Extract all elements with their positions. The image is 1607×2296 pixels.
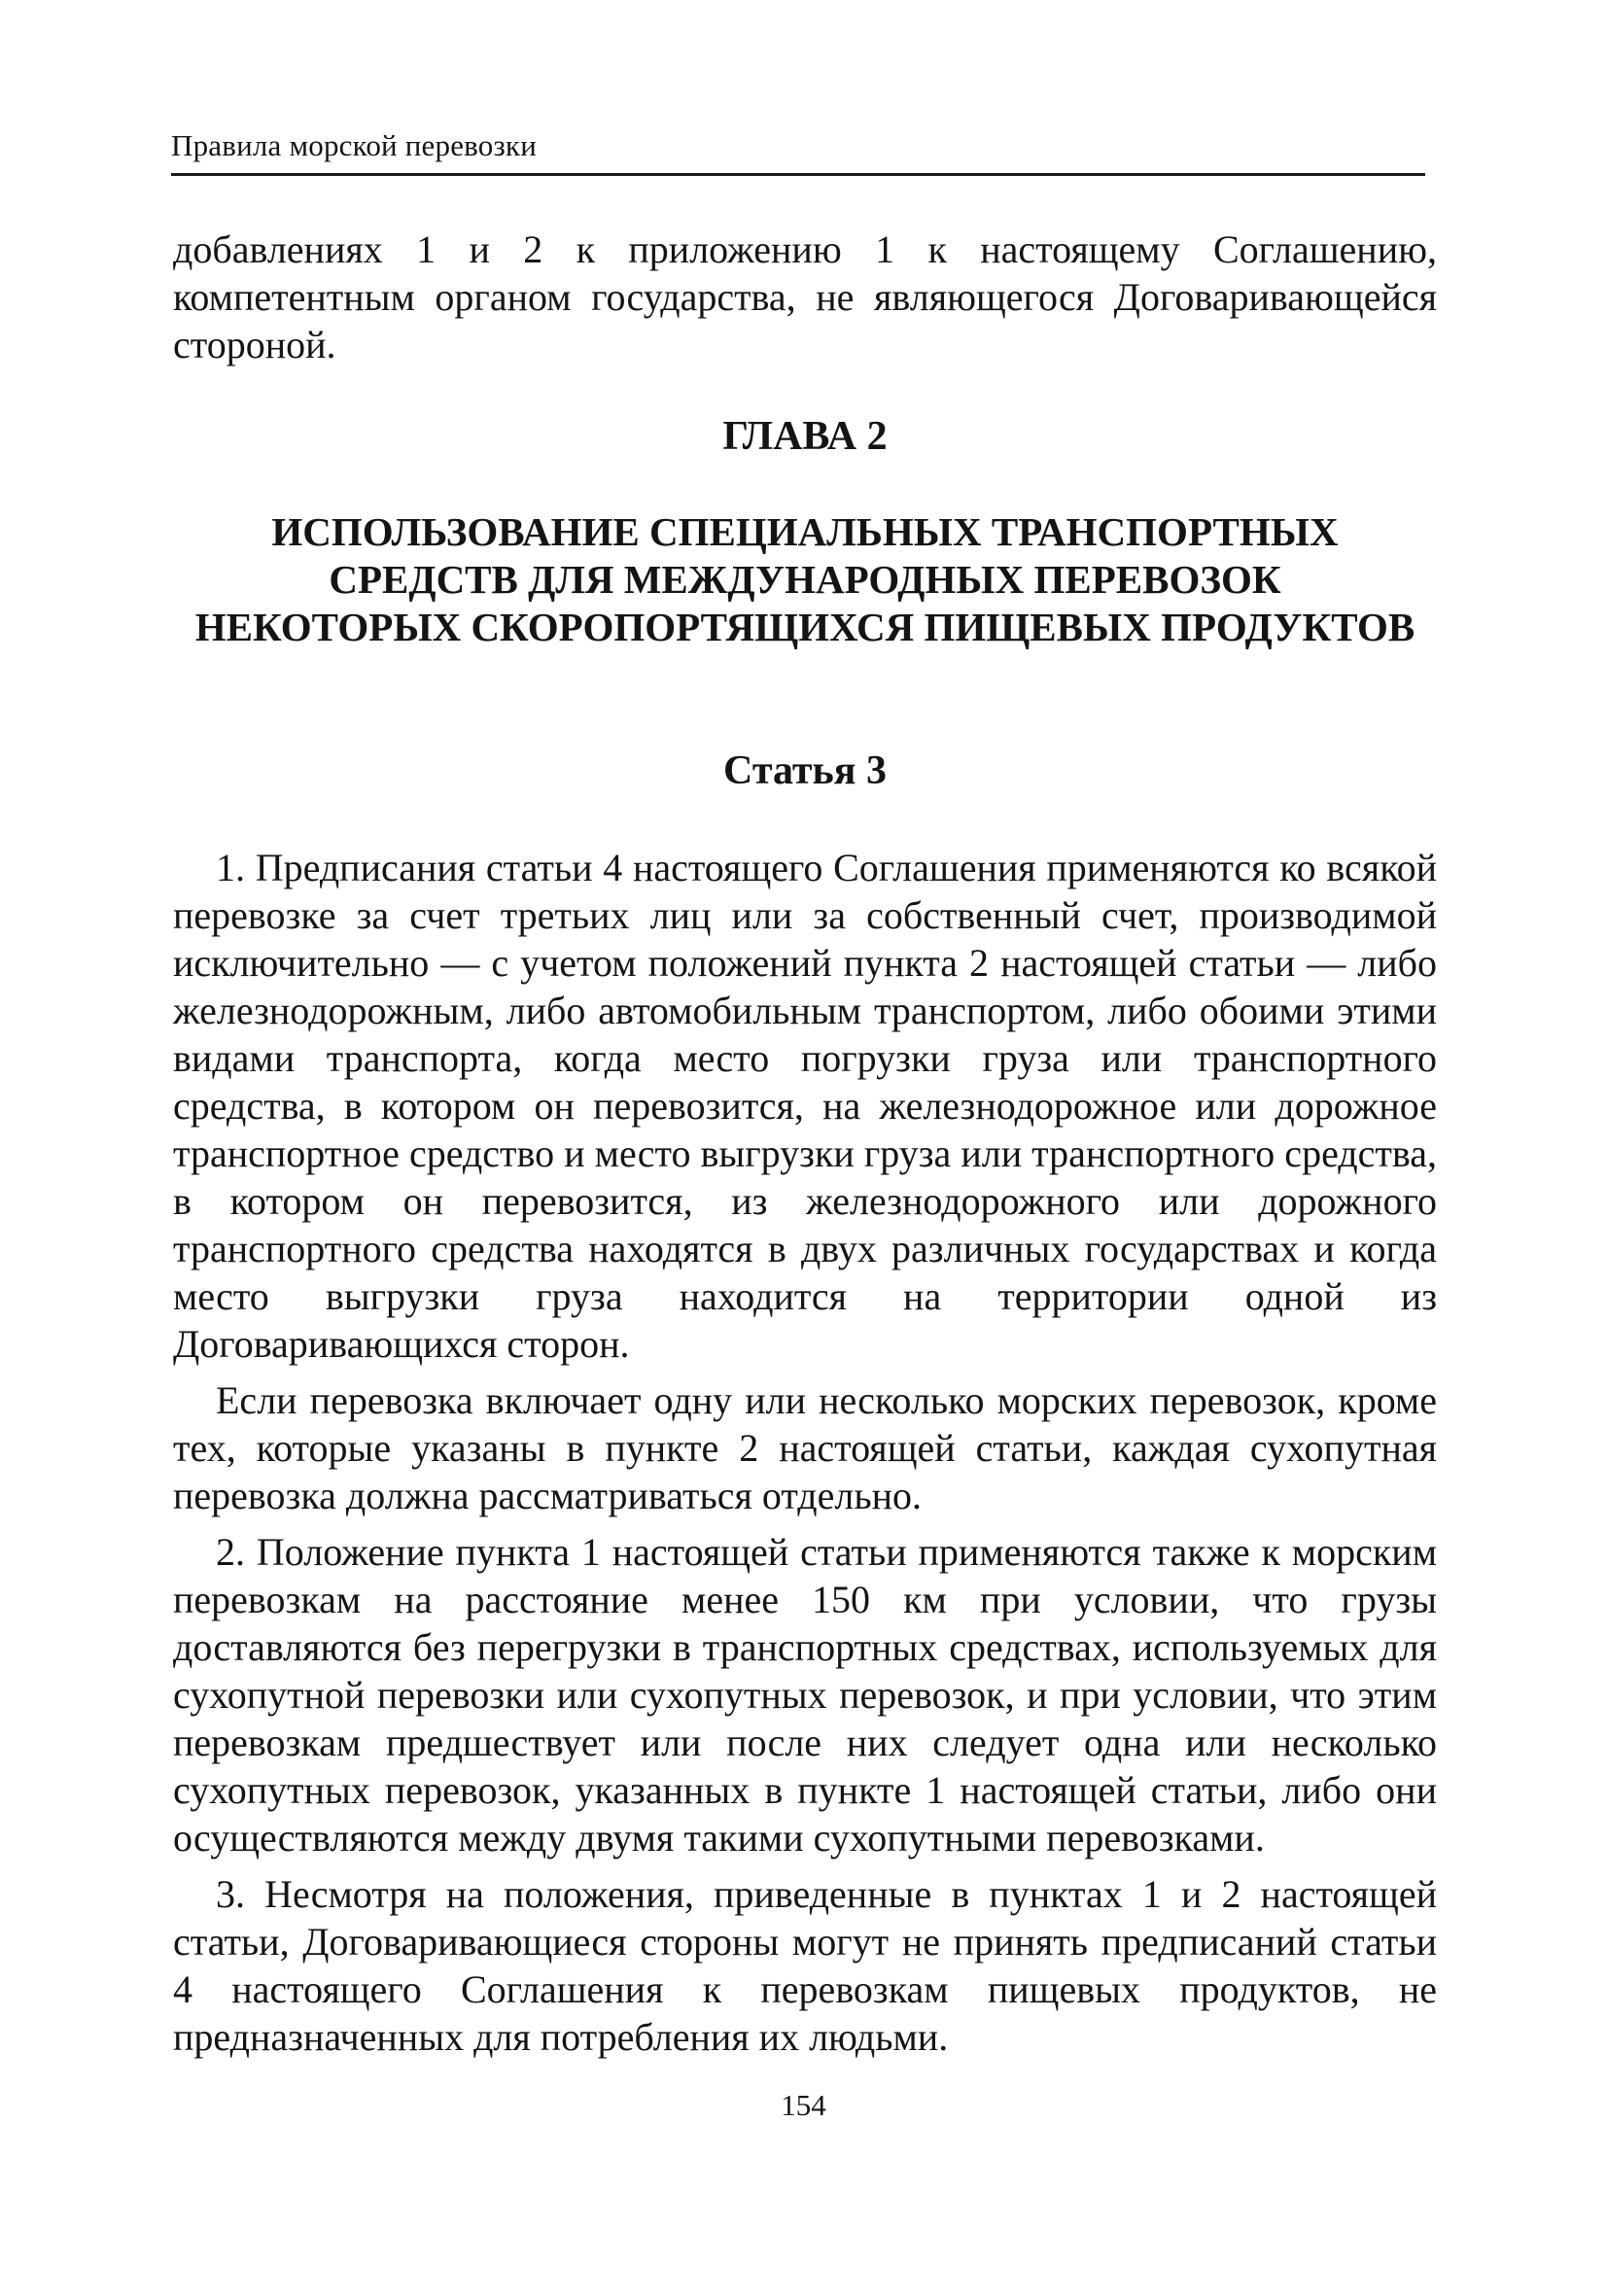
running-header	[171, 124, 1425, 176]
running-header-title: Правила морской перевозки	[171, 128, 537, 162]
article-heading: Статья 3	[723, 748, 887, 793]
intro-paragraph: добавлениях 1 и 2 к приложению 1 к настоящему Соглашению, компетентным органом государства, не являющегося Договаривающейся стороной.	[173, 227, 1437, 366]
page-number: 154	[781, 2088, 826, 2122]
article-paragraph-1: 1. Предписания статьи 4 настоящего Соглашения применяются ко всякой перевозке за счет третьих лиц или за собственный счет, производимой исключительно — с учетом положений пункта 2 настоящей статьи — либо железнодорожным, либо автомобильным транспортом, либо обоими этими видами транспорта, когда место погрузки груза или транспортного средства, в котором он перевозится, на железнодорожное или дорожное транспортное средство и место выгрузки груза или транспортного средства, в котором он перевозится, из железнодорожного или дорожного транспортного средства находятся в двух различных государствах и когда место выгрузки груза находится на территории одной из Договаривающихся сторон.	[173, 846, 1437, 1366]
chapter-number: ГЛАВА 2	[722, 414, 888, 459]
article-paragraph-2: Если перевозка включает одну или несколько морских перевозок, кроме тех, которые указаны в пункте 2 настоящей статьи, каждая сухопутная перевозка должна рассматриваться отдельно.	[173, 1378, 1437, 1517]
chapter-title: ИСПОЛЬЗОВАНИЕ СПЕЦИАЛЬНЫХ ТРАНСПОРТНЫХ СРЕДСТВ ДЛЯ МЕЖДУНАРОДНЫХ ПЕРЕВОЗОК НЕКОТОРЫХ СКОРОПОРТЯЩИХСЯ ПИЩЕВЫХ ПРОДУКТОВ	[194, 509, 1415, 649]
article-paragraph-4: 3. Несмотря на положения, приведенные в пунктах 1 и 2 настоящей статьи, Договаривающиеся стороны могут не принять предписаний статьи 4 настоящего Соглашения к перевозкам пищевых продуктов, не предназначенных для потребления их людьми.	[173, 1872, 1437, 2059]
article-paragraph-3: 2. Положение пункта 1 настоящей статьи применяются также к морским перевозкам на расстояние менее 150 км при условии, что грузы доставляются без перегрузки в транспортных средствах, используемых для сухопутной перевозки или сухопутных перевозок, и при условии, что этим перевозкам предшествует или после них следует одна или несколько сухопутных перевозок, указанных в пункте 1 настоящей статьи, либо они осуществляются между двумя такими сухопутными перевозками.	[173, 1530, 1437, 1860]
article-body	[173, 844, 1437, 2070]
